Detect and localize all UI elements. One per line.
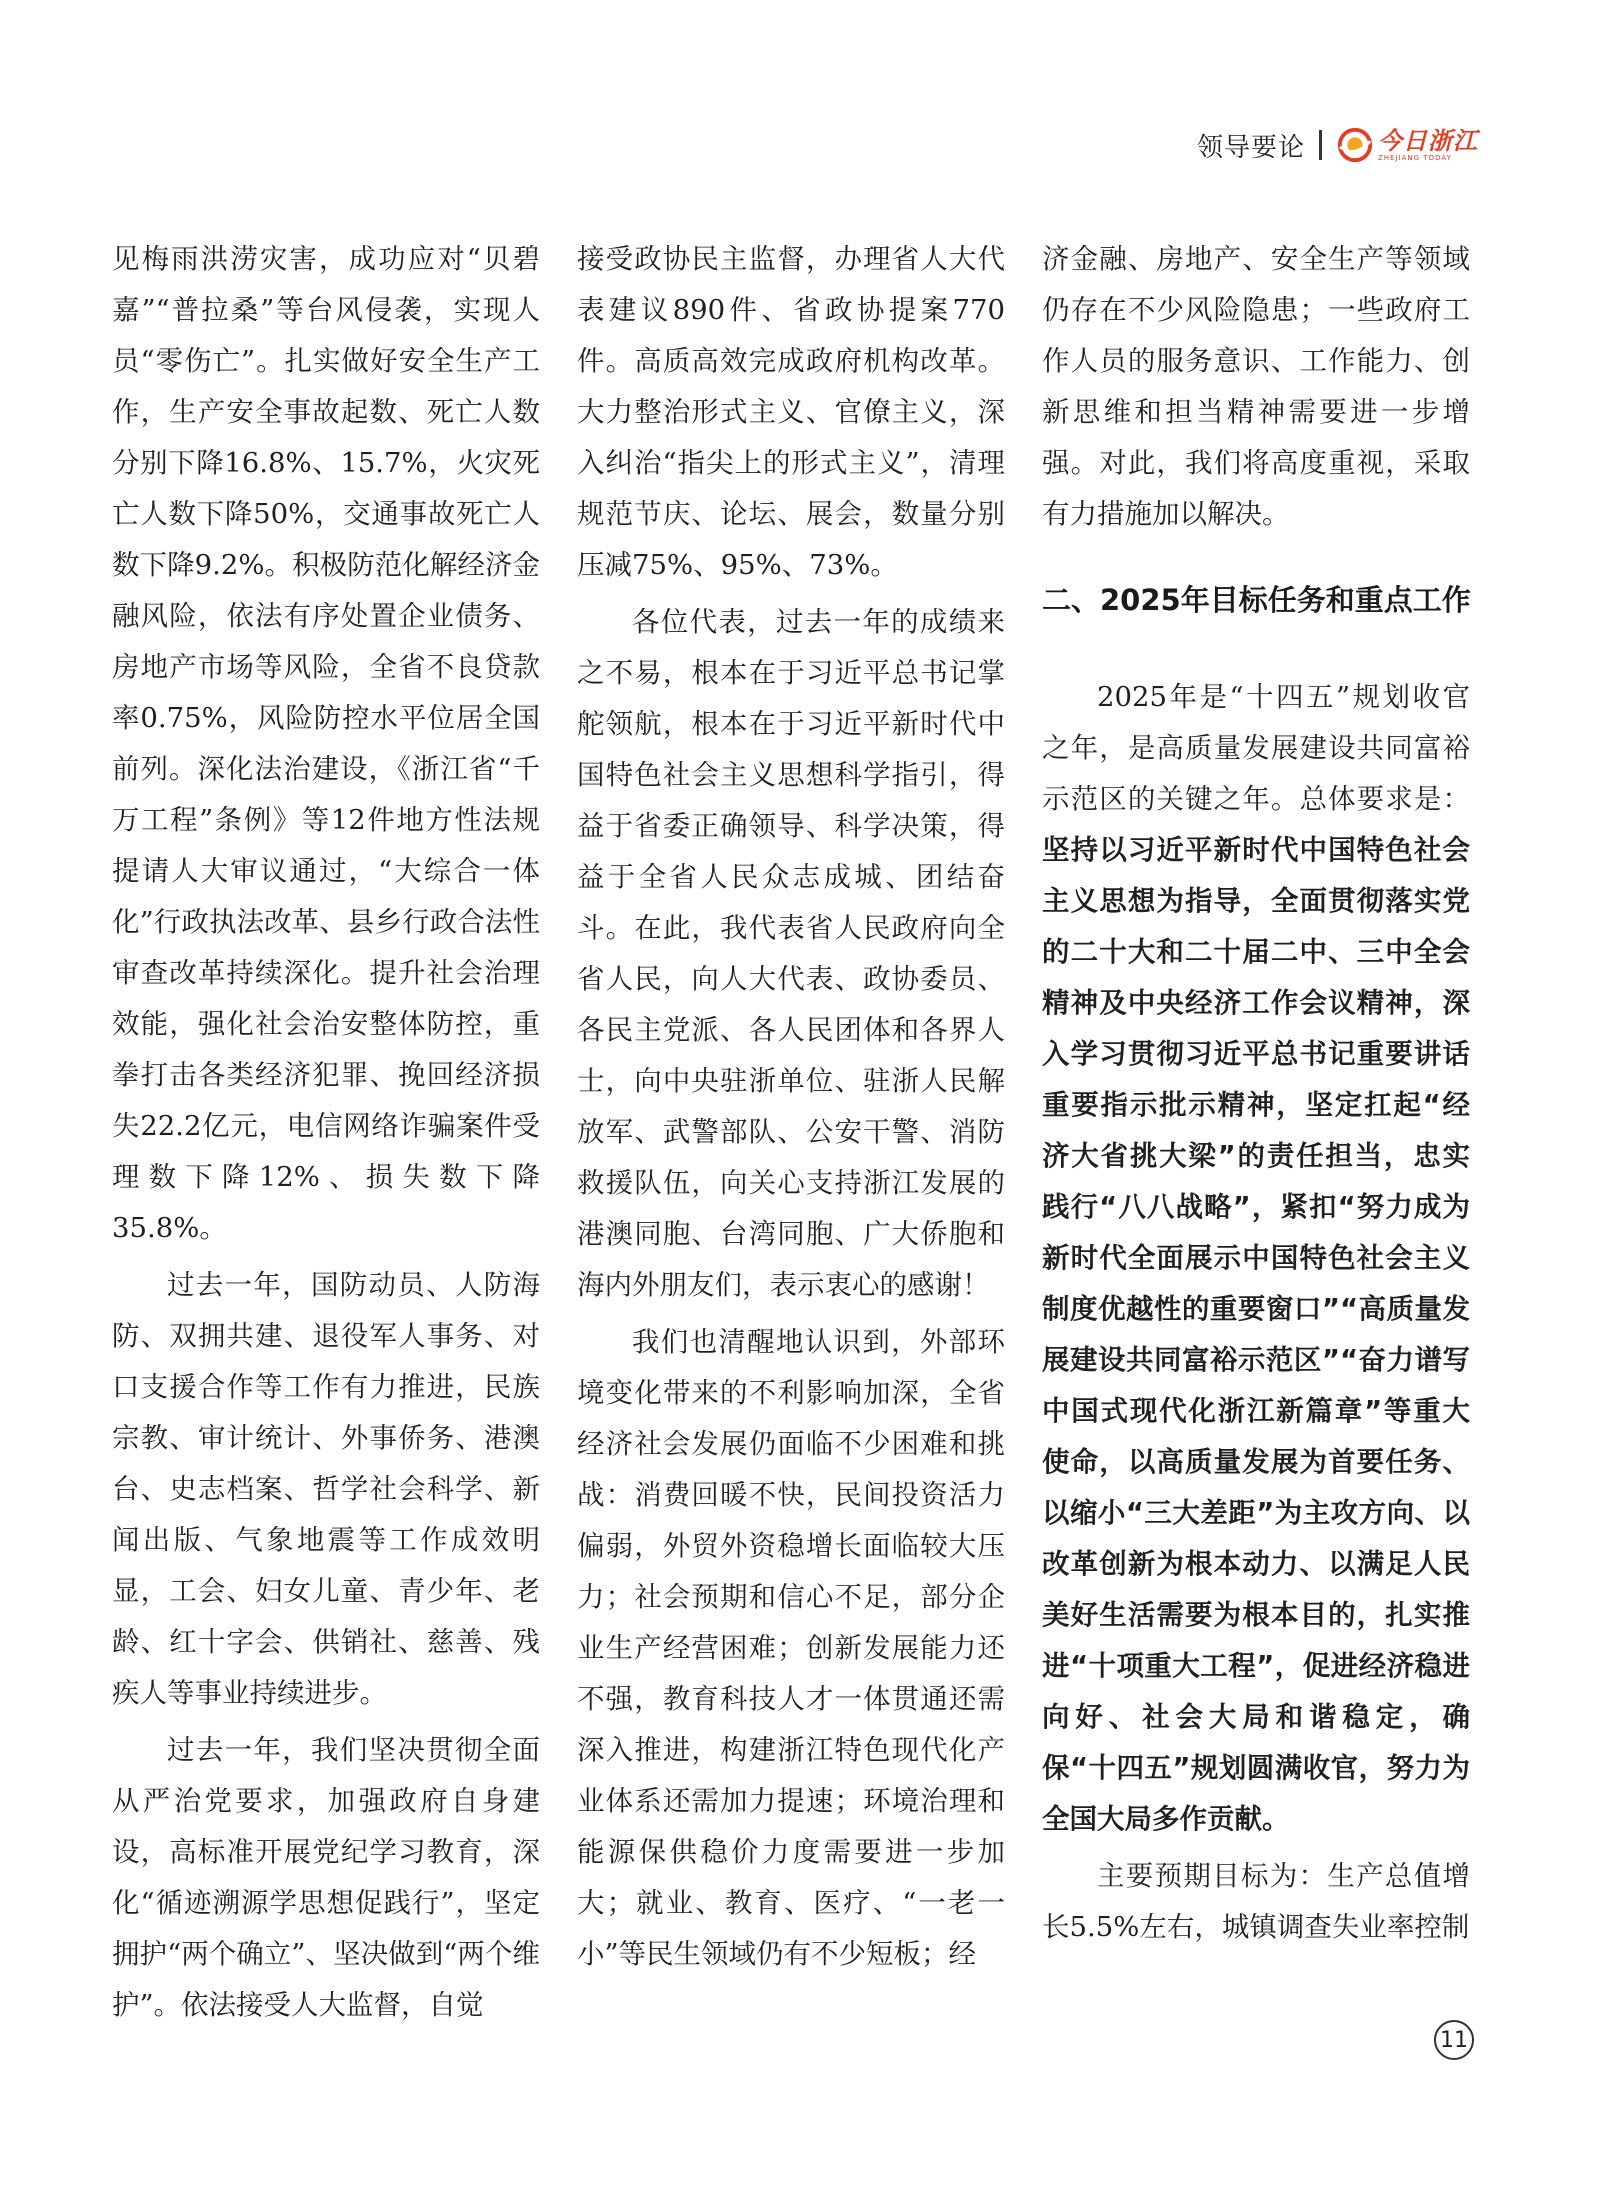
emphasized-text: 坚持以习近平新时代中国特色社会主义思想为指导，全面贯彻落实党的二十大和二十届二中、三中全会精神及中央经济工作会议精神，深入学习贯彻习近平总书记重要讲话重要指示批示精神，坚定扛起“经济大省挑大梁”的责任担当，忠实践行“八八战略”，紧扣“努力成为新时代全面展示中国特色社会主义制度优越性的重要窗口”“高质量发展建设共同富裕示范区”“奋力谱写中国式现代化浙江新篇章”等重大使命，以高质量发展为首要任务、以缩小“三大差距”为主攻方向、以改革创新为根本动力、以满足人民美好生活需要为根本目的，扎实推进“十项重大工程”，促进经济稳进向好、社会大局和谐稳定，确保“十四五”规划圆满收官，努力为全国大局多作贡献。 xyxy=(1042,834,1470,1835)
paragraph: 济金融、房地产、安全生产等领域仍存在不少风险隐患；一些政府工作人员的服务意识、工作能力、创新思维和担当精神需要进一步增强。对此，我们将高度重视，采取有力措施加以解决。 xyxy=(1042,243,1470,530)
page-number: 11 xyxy=(1434,2020,1474,2060)
logo-swirl-icon xyxy=(1336,126,1374,164)
section-label: 领导要论 xyxy=(1196,132,1305,163)
column-2 xyxy=(577,234,1005,2031)
paragraph: 过去一年，我们坚决贯彻全面从严治党要求，加强政府自身建设，高标准开展党纪学习教育，深化“循迹溯源学思想促践行”，坚定拥护“两个确立”、坚决做到“两个维护”。依法接受人大监督，自觉 xyxy=(112,1734,540,2021)
paragraph-text: 2025年是“十四五”规划收官之年，是高质量发展建设共同富裕示范区的关键之年。总体要求是： xyxy=(1042,681,1470,815)
paragraph: 见梅雨洪涝灾害，成功应对“贝碧嘉”“普拉桑”等台风侵袭，实现人员“零伤亡”。扎实做好安全生产工作，生产安全事故起数、死亡人数分别下降16.8%、15.7%，火灾死亡人数下降50%，交通事故死亡人数下降9.2%。积极防范化解经济金融风险，依法有序处置企业债务、房地产市场等风险，全省不良贷款率0.75%，风险防控水平位居全国前列。深化法治建设，《浙江省“千万工程”条例》等12件地方性法规提请人大审议通过，“大综合一体化”行政执法改革、县乡行政合法性审查改革持续深化。提升社会治理效能，强化社会治安整体防控，重拳打击各类经济犯罪、挽回经济损失22.2亿元，电信网络诈骗案件受理数下降12%、损失数下降35.8%。 xyxy=(112,243,540,1244)
page-header xyxy=(1197,118,1478,172)
paragraph: 主要预期目标为：生产总值增长5.5%左右，城镇调查失业率控制 xyxy=(1042,1860,1470,1943)
logo-english-title: ZHEJIANG TODAY xyxy=(1378,153,1452,162)
section-heading: 二、2025年目标任务和重点工作 xyxy=(1042,583,1471,617)
column-3 xyxy=(1042,234,1470,2031)
paragraph: 我们也清醒地认识到，外部环境变化带来的不利影响加深，全省经济社会发展仍面临不少困难和挑战：消费回暖不快，民间投资活力偏弱，外贸外资稳增长面临较大压力；社会预期和信心不足，部分企业生产经营困难；创新发展能力还不强，教育科技人才一体贯通还需深入推进，构建浙江特色现代化产业体系还需加力提速；环境治理和能源保供稳价力度需要进一步加大；就业、教育、医疗、“一老一小”等民生领域仍有不少短板；经 xyxy=(577,1326,1005,1970)
paragraph: 过去一年，国防动员、人防海防、双拥共建、退役军人事务、对口支援合作等工作有力推进，民族宗教、审计统计、外事侨务、港澳台、史志档案、哲学社会科学、新闻出版、气象地震等工作成效明显，工会、妇女儿童、青少年、老龄、红十字会、供销社、慈善、残疾人等事业持续进步。 xyxy=(112,1269,540,1709)
paragraph xyxy=(1042,672,1470,1845)
header-divider xyxy=(1319,130,1322,160)
paragraph: 各位代表，过去一年的成绩来之不易，根本在于习近平总书记掌舵领航，根本在于习近平新时代中国特色社会主义思想科学指引，得益于省委正确领导、科学决策，得益于全省人民众志成城、团结奋斗。在此，我代表省人民政府向全省人民，向人大代表、政协委员、各民主党派、各人民团体和各界人士，向中央驻浙单位、驻浙人民解放军、武警部队、公安干警、消防救援队伍，向关心支持浙江发展的港澳同胞、台湾同胞、广大侨胞和海内外朋友们，表示衷心的感谢！ xyxy=(577,606,1005,1301)
logo-chinese-title: 今日浙江 xyxy=(1378,126,1478,155)
article-body xyxy=(112,234,1470,2031)
column-1 xyxy=(112,234,540,2031)
paragraph: 接受政协民主监督，办理省人大代表建议890件、省政协提案770件。高质高效完成政府机构改革。大力整治形式主义、官僚主义，深入纠治“指尖上的形式主义”，清理规范节庆、论坛、展会，数量分别压减75%、95%、73%。 xyxy=(577,243,1005,581)
magazine-logo xyxy=(1336,126,1478,164)
